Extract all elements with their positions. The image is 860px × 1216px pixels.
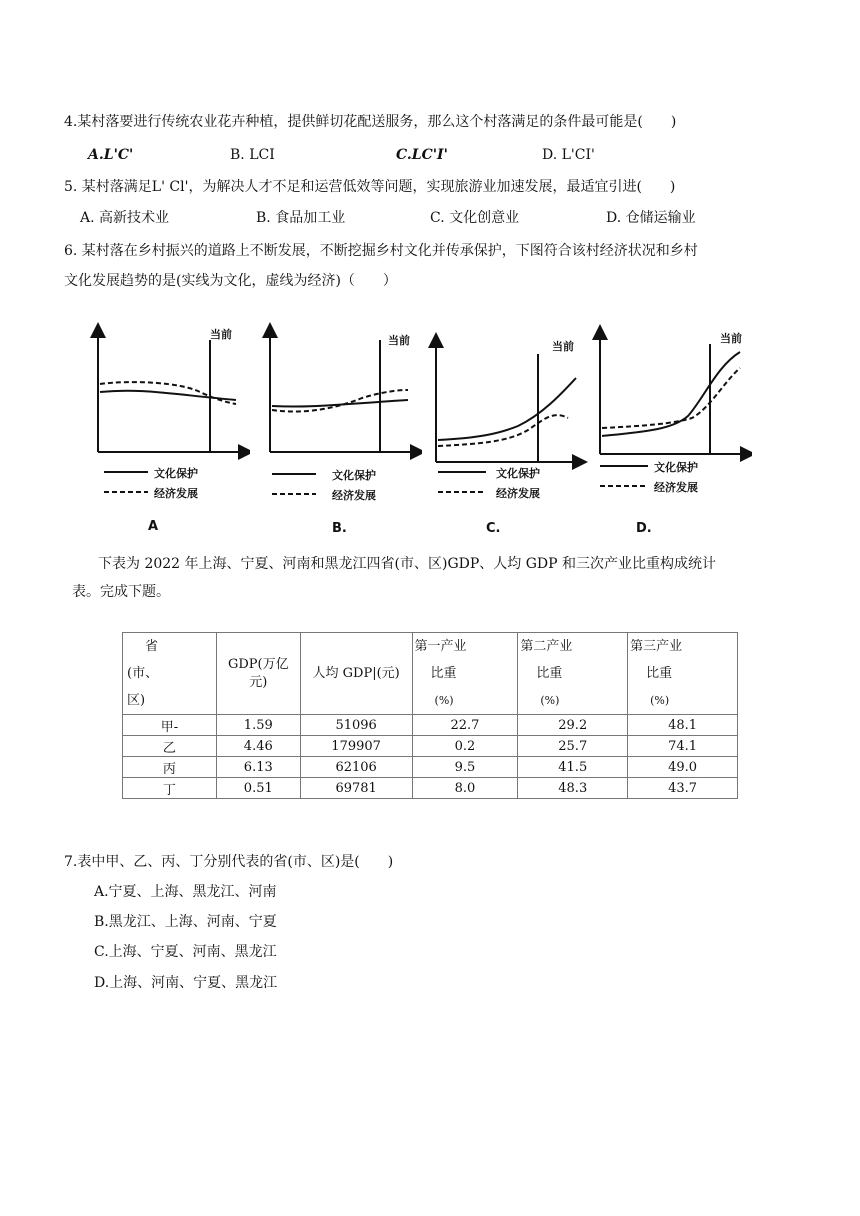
header-secondary	[518, 633, 628, 715]
graph-a-legend-solid: 文化保护	[154, 467, 198, 480]
q4-option-b[interactable]: B. LCI	[230, 147, 275, 163]
graph-c-now-label: 当前	[552, 340, 574, 353]
graph-c[interactable]	[428, 322, 588, 542]
graph-a[interactable]	[90, 322, 250, 542]
cell-secondary: 29.2	[518, 715, 628, 736]
graph-d-economy-curve	[602, 368, 740, 428]
header-gdp-line1: GDP(万亿	[227, 656, 289, 672]
question-6-stem-line2: 文化发展趋势的是(实线为文化，虚线为经济)（ ）	[64, 273, 397, 289]
cell-tertiary: 48.1	[628, 715, 738, 736]
cell-region: 丁	[123, 778, 217, 799]
graph-b-now-label: 当前	[388, 334, 410, 347]
graph-d-label: D.	[636, 521, 652, 536]
graph-a-now-label: 当前	[210, 328, 232, 341]
cell-gdp: 4.46	[216, 736, 300, 757]
header-gdp-line2: 元)	[249, 674, 268, 690]
graph-d-now-label: 当前	[720, 332, 742, 345]
table-row	[123, 736, 738, 757]
graph-c-legend-solid: 文化保护	[496, 467, 540, 480]
cell-secondary: 25.7	[518, 736, 628, 757]
header-gdp	[216, 633, 300, 715]
cell-tertiary: 49.0	[628, 757, 738, 778]
cell-tertiary: 74.1	[628, 736, 738, 757]
graph-a-culture-curve	[100, 391, 236, 400]
question-7-stem: 7.表中甲、乙、丙、丁分别代表的省(市、区)是( )	[64, 854, 394, 870]
graph-c-svg	[428, 322, 588, 542]
graph-c-label: C.	[486, 521, 501, 536]
cell-primary: 0.2	[412, 736, 518, 757]
cell-gdp: 6.13	[216, 757, 300, 778]
q4-option-a[interactable]: A.L'C'	[88, 147, 134, 163]
graph-d-svg	[592, 322, 752, 542]
cell-primary: 9.5	[412, 757, 518, 778]
q7-option-d[interactable]: D.上海、河南、宁夏、黑龙江	[94, 975, 278, 991]
cell-gdp: 1.59	[216, 715, 300, 736]
graph-b-label: B.	[332, 521, 347, 536]
graph-b-legend-solid: 文化保护	[332, 469, 376, 482]
q5-option-b[interactable]: B. 食品加工业	[256, 210, 346, 226]
header-secondary-line1: 第二产业	[520, 639, 573, 654]
graph-c-legend-dashed: 经济发展	[496, 487, 540, 500]
cell-primary: 8.0	[412, 778, 518, 799]
table-row	[123, 778, 738, 799]
graph-b[interactable]	[262, 322, 422, 542]
header-primary-line1: 第一产业	[414, 639, 467, 654]
cell-per-capita: 69781	[300, 778, 412, 799]
cell-secondary: 48.3	[518, 778, 628, 799]
cell-per-capita: 62106	[300, 757, 412, 778]
table-row	[123, 715, 738, 736]
table-intro-line1: 下表为 2022 年上海、宁夏、河南和黑龙江四省(市、区)GDP、人均 GDP 和三次产业比重构成统计	[98, 556, 717, 572]
graph-b-legend-dashed: 经济发展	[332, 489, 376, 502]
cell-region: 丙	[123, 757, 217, 778]
header-region	[123, 633, 217, 715]
table-row	[123, 757, 738, 778]
header-tertiary-line1: 第三产业	[630, 639, 683, 654]
q7-option-b[interactable]: B.黑龙江、上海、河南、宁夏	[94, 914, 277, 930]
cell-tertiary: 43.7	[628, 778, 738, 799]
header-per-capita: 人均 GDP|(元)	[300, 633, 412, 715]
question-6-stem-line1: 6. 某村落在乡村振兴的道路上不断发展，不断挖掘乡村文化并传承保护，下图符合该村经济状况和乡村	[64, 243, 698, 259]
header-region-line3: 区)	[127, 693, 146, 708]
graph-a-legend-dashed: 经济发展	[154, 487, 198, 500]
q5-option-a[interactable]: A. 高新技术业	[80, 210, 170, 226]
header-region-line2: (市、	[127, 666, 159, 681]
header-primary	[412, 633, 518, 715]
q5-option-d[interactable]: D. 仓储运输业	[606, 210, 696, 226]
q7-option-c[interactable]: C.上海、宁夏、河南、黑龙江	[94, 944, 277, 960]
header-secondary-line2: 比重	[536, 666, 563, 681]
header-tertiary-line2: 比重	[646, 666, 673, 681]
header-tertiary-line3: (%)	[650, 694, 670, 707]
cell-secondary: 41.5	[518, 757, 628, 778]
cell-primary: 22.7	[412, 715, 518, 736]
graph-c-culture-curve	[438, 378, 576, 440]
cell-per-capita: 179907	[300, 736, 412, 757]
q7-option-a[interactable]: A.宁夏、上海、黑龙江、河南	[94, 884, 277, 900]
q4-option-c[interactable]: C.LC'I'	[396, 147, 448, 163]
header-secondary-line3: (%)	[540, 694, 560, 707]
header-region-line1: 省	[145, 639, 159, 654]
header-primary-line2: 比重	[430, 666, 457, 681]
graph-a-svg	[90, 322, 250, 542]
q5-option-c[interactable]: C. 文化创意业	[430, 210, 520, 226]
cell-gdp: 0.51	[216, 778, 300, 799]
header-tertiary	[628, 633, 738, 715]
question-5-stem: 5. 某村落满足L' Cl'，为解决人才不足和运营低效等问题，实现旅游业加速发展，最适宜引进( )	[64, 179, 676, 195]
cell-per-capita: 51096	[300, 715, 412, 736]
gdp-stats-table	[122, 632, 738, 799]
graph-d[interactable]	[592, 322, 752, 542]
cell-region: 乙	[123, 736, 217, 757]
cell-region: 甲-	[123, 715, 217, 736]
graph-d-legend-solid: 文化保护	[654, 461, 698, 474]
q4-option-d[interactable]: D. L'CI'	[542, 147, 595, 163]
header-primary-line3: (%)	[434, 694, 454, 707]
question-4-stem: 4.某村落要进行传统农业花卉种植，提供鲜切花配送服务，那么这个村落满足的条件最可能是( )	[64, 114, 677, 130]
graph-d-legend-dashed: 经济发展	[654, 481, 698, 494]
graph-b-svg	[262, 322, 422, 542]
graph-a-label: A	[148, 519, 159, 534]
table-intro-line2: 表。完成下题。	[72, 584, 170, 600]
table-header-row	[123, 633, 738, 715]
